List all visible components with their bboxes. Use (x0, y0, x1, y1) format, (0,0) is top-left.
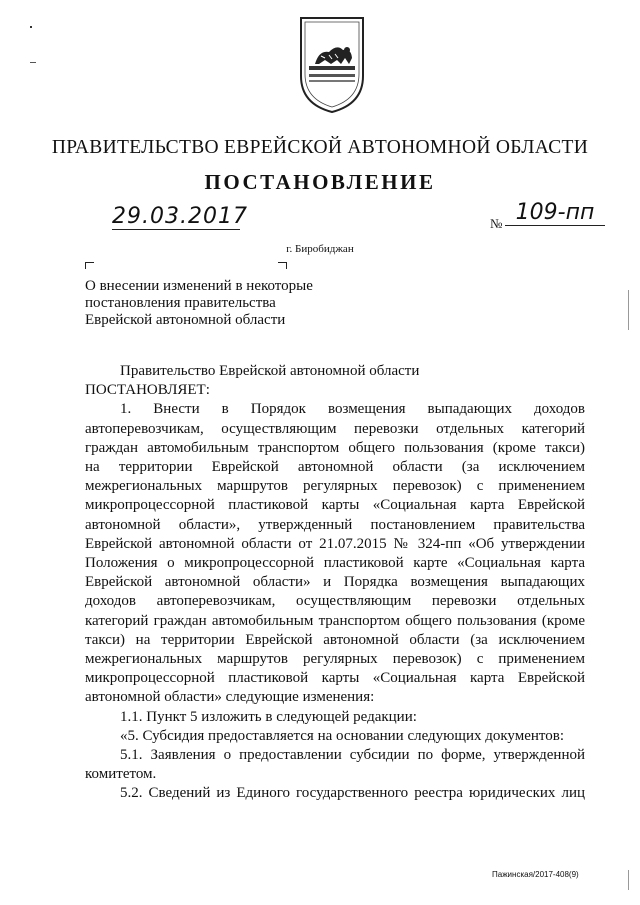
body-line: Еврейской автономной области от 21.07.2015 № 324-пп «Об утверждении (85, 535, 585, 552)
decree-word: ПОСТАНОВЛЯЕТ: (85, 382, 210, 399)
paragraph-5-2: 5.2. Сведений из Единого государственного реестра юридических лиц (120, 785, 585, 802)
document-body (85, 362, 585, 804)
body-line: микропроцессорной пластиковой карты «Социальная карта Еврейской (85, 497, 585, 514)
intro-line: Правительство Еврейской автономной области (120, 363, 420, 379)
body-line: такси) на территории Еврейской автономной области (за исключением (85, 631, 585, 648)
document-date: 29.03.2017 (112, 204, 248, 229)
body-line: автономной области» следующие изменения: (85, 689, 375, 706)
subject-line: О внесении изменений в некоторые (85, 278, 313, 294)
scan-mark (628, 870, 629, 890)
body-line: на территории Еврейской автономной области (за исключением (85, 459, 585, 476)
body-line: автономной области», утвержденный постановлением правительства (85, 516, 585, 533)
subject-corner-left (85, 262, 94, 269)
coat-of-arms-emblem (297, 14, 367, 116)
number-prefix: № (490, 216, 503, 231)
subject-line: Еврейской автономной области (85, 312, 286, 328)
body-line: Положения о микропроцессорной пластиковой карте «Социальная карта (85, 555, 585, 572)
paragraph-1-1: 1.1. Пункт 5 изложить в следующей редакции: (120, 708, 417, 725)
body-line: граждан автомобильным транспортом общего пользования (кроме такси) (85, 439, 585, 456)
scan-mark (30, 26, 32, 28)
document-type-title: ПОСТАНОВЛЕНИЕ (204, 170, 436, 194)
footer-reference: Пажинская/2017-408(9) (492, 870, 579, 879)
city-label: г. Биробиджан (286, 243, 354, 255)
scan-mark (628, 290, 629, 330)
government-title: ПРАВИТЕЛЬСТВО ЕВРЕЙСКОЙ АВТОНОМНОЙ ОБЛАСТИ (51, 137, 589, 158)
scan-mark (30, 62, 36, 63)
body-line: межрегиональных маршрутов регулярных перевозок) с применением (85, 651, 585, 668)
body-line: комитетом. (85, 766, 157, 783)
body-line: микропроцессорной пластиковой карты «Социальная карта Еврейской (85, 670, 585, 687)
body-line: автоперевозчикам, осуществляющим перевозки отдельных категорий (85, 420, 585, 437)
document-number: 109-пп (505, 200, 605, 226)
body-line: 1. Внести в Порядок возмещения выпадающих доходов (120, 401, 585, 418)
subject-line: постановления правительства (85, 295, 276, 311)
body-line: межрегиональных маршрутов регулярных перевозок) с применением (85, 478, 585, 495)
document-subject (85, 278, 345, 329)
body-line: Еврейской автономной области» и Порядка возмещения выпадающих (85, 574, 585, 591)
subject-corner-right (278, 262, 287, 269)
paragraph-1 (85, 400, 585, 707)
paragraph-5-1 (85, 746, 585, 784)
body-line: 5.1. Заявления о предоставлении субсидии по форме, утвержденной (120, 747, 585, 764)
paragraph-5: «5. Субсидия предоставляется на основании следующих документов: (120, 727, 565, 744)
body-line: доходов автоперевозчикам, осуществляющим перевозки отдельных (85, 593, 585, 610)
body-line: категорий граждан автомобильным транспортом общего пользования (кроме (85, 612, 585, 629)
